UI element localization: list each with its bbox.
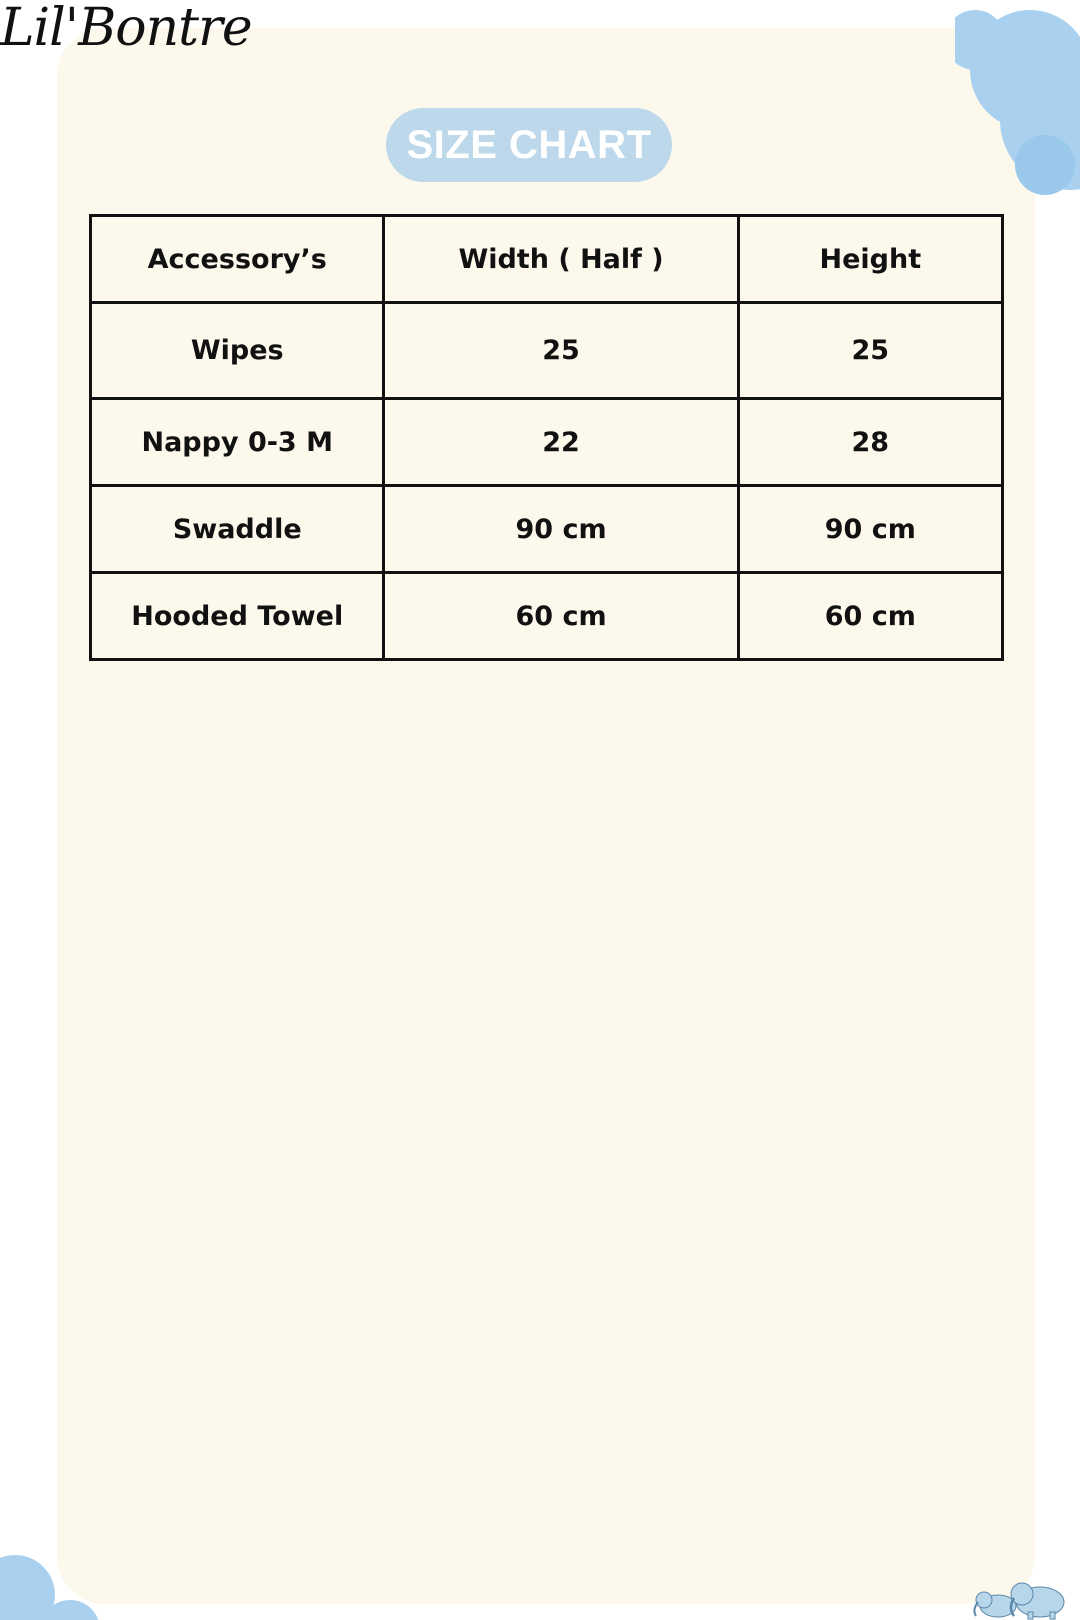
- cell-width: 25: [384, 303, 738, 399]
- cell-accessory: Hooded Towel: [91, 573, 384, 660]
- table-row: [91, 573, 1003, 660]
- cell-accessory: Wipes: [91, 303, 384, 399]
- cell-accessory: Nappy 0-3 M: [91, 399, 384, 486]
- cell-accessory: Swaddle: [91, 486, 384, 573]
- size-table: [89, 214, 1004, 661]
- elephants-icon: [970, 1572, 1070, 1620]
- table-row: [91, 486, 1003, 573]
- header-accessory: Accessory’s: [91, 216, 384, 303]
- cloud-decoration-icon: [0, 1540, 100, 1620]
- page-title: SIZE CHART: [406, 122, 652, 167]
- cell-height: 28: [738, 399, 1002, 486]
- cell-width: 60 cm: [384, 573, 738, 660]
- cell-width: 22: [384, 399, 738, 486]
- table-row: [91, 399, 1003, 486]
- cell-height: 90 cm: [738, 486, 1002, 573]
- brand-logo-text: Lil'Bontre: [0, 0, 252, 58]
- size-chart-badge: [386, 108, 672, 182]
- cell-height: 25: [738, 303, 1002, 399]
- cell-height: 60 cm: [738, 573, 1002, 660]
- header-width: Width ( Half ): [384, 216, 738, 303]
- cloud-decoration-icon: [955, 0, 1080, 200]
- cell-width: 90 cm: [384, 486, 738, 573]
- header-height: Height: [738, 216, 1002, 303]
- table-header-row: [91, 216, 1003, 303]
- brand-logo: [0, 0, 252, 78]
- table-row: [91, 303, 1003, 399]
